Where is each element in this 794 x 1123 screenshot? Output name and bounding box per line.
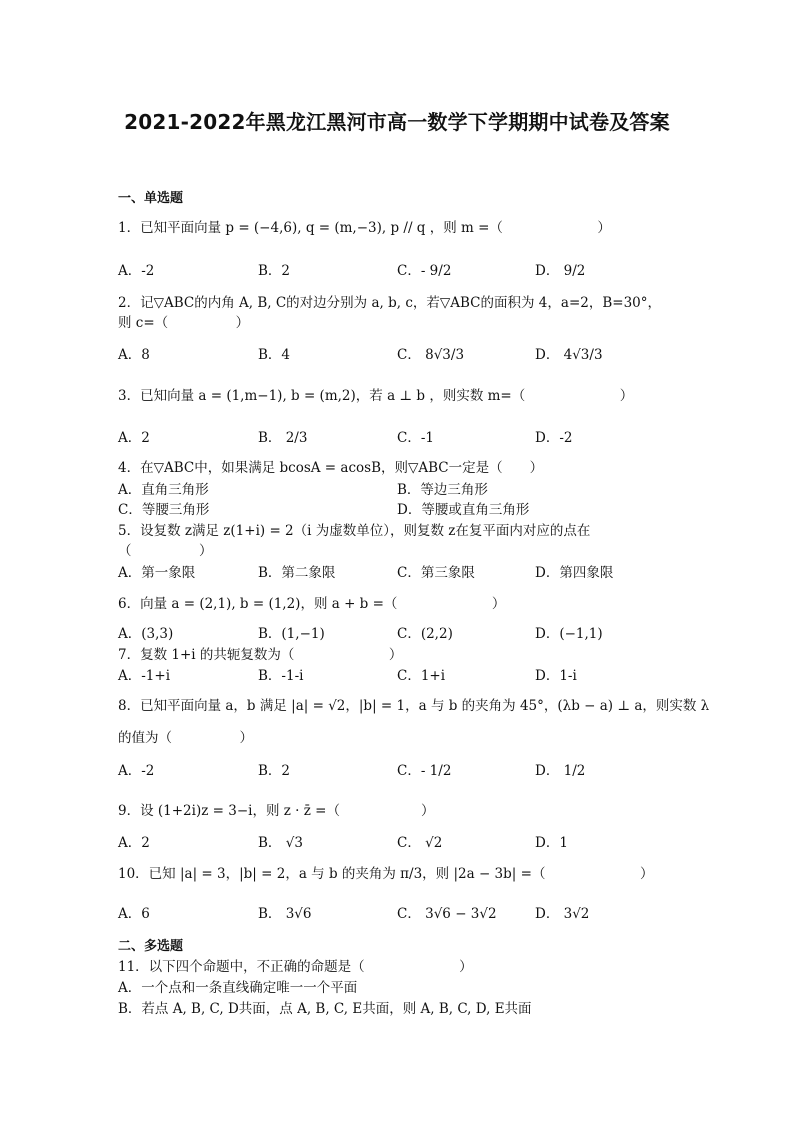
question-2-stem: 2．记▽ABC的内角 A, B, C的对边分别为 a, b, c，若▽ABC的面积为 4，a=2，B=30°， xyxy=(118,295,662,311)
section-multiple-choice: 二、多选题 xyxy=(118,939,184,954)
question-9-option-a: A．2 xyxy=(118,835,150,851)
question-10-option-c: C． 3√6 − 3√2 xyxy=(397,906,497,922)
question-3-option-d: D．-2 xyxy=(535,430,573,446)
question-10-option-b: B． 3√6 xyxy=(258,906,312,922)
question-10-option-d: D． 3√2 xyxy=(535,906,590,922)
question-8-stem: 8．已知平面向量 a，b 满足 |a| = √2，|b| = 1，a 与 b 的夹角为 45°，(λb − a) ⊥ a，则实数 λ xyxy=(118,698,710,714)
question-1-option-b: B．2 xyxy=(258,263,291,279)
question-9-stem: 9．设 (1+2i)z = 3−i，则 z · z̄ =（ ） xyxy=(118,803,435,819)
question-6-stem: 6．向量 a = (2,1), b = (1,2)，则 a + b =（ ） xyxy=(118,596,506,612)
question-5-option-b: B．第二象限 xyxy=(258,565,336,581)
question-7-option-d: D．1-i xyxy=(535,668,577,684)
question-9-option-d: D．1 xyxy=(535,835,568,851)
question-7-stem: 7．复数 1+i 的共轭复数为（ ） xyxy=(118,647,403,663)
question-9-option-b: B． √3 xyxy=(258,835,303,851)
question-4-option-d: D．等腰或直角三角形 xyxy=(397,502,530,518)
question-2-option-b: B．4 xyxy=(258,347,291,363)
question-11-option-a: A．一个点和一条直线确定唯一一个平面 xyxy=(118,980,358,996)
question-11-option-b: B．若点 A, B, C, D共面，点 A, B, C, E共面，则 A, B, C, D, E共面 xyxy=(118,1001,532,1017)
question-2-option-c: C． 8√3/3 xyxy=(397,347,465,363)
question-4-stem: 4．在▽ABC中，如果满足 bcosA = acosB，则▽ABC一定是（ ） xyxy=(118,460,544,476)
question-11-stem: 11．以下四个命题中，不正确的命题是（ ） xyxy=(118,959,473,975)
question-5-option-d: D．第四象限 xyxy=(535,565,614,581)
question-8-option-b: B．2 xyxy=(258,763,291,779)
question-8-stem-cont: 的值为（ ） xyxy=(118,730,253,746)
question-5-option-a: A．第一象限 xyxy=(118,565,196,581)
question-2-option-a: A．8 xyxy=(118,347,150,363)
question-3-option-a: A．2 xyxy=(118,430,150,446)
page-title: 2021-2022年黑龙江黑河市高一数学下学期期中试卷及答案 xyxy=(124,110,670,134)
question-8-option-d: D． 1/2 xyxy=(535,763,586,779)
question-7-option-b: B．-1-i xyxy=(258,668,304,684)
question-1-option-a: A．-2 xyxy=(118,263,155,279)
question-1-stem: 1．已知平面向量 p = (−4,6), q = (m,−3), p // q ，则 m =（ ） xyxy=(118,220,611,236)
question-3-stem: 3．已知向量 a = (1,m−1), b = (m,2)，若 a ⊥ b ，则实数 m=（ ） xyxy=(118,388,634,404)
question-7-option-a: A．-1+i xyxy=(118,668,171,684)
section-single-choice: 一、单选题 xyxy=(118,191,184,206)
question-1-option-d: D． 9/2 xyxy=(535,263,586,279)
question-8-option-c: C．- 1/2 xyxy=(397,763,452,779)
question-5-option-c: C．第三象限 xyxy=(397,565,475,581)
question-8-option-a: A．-2 xyxy=(118,763,155,779)
question-2-option-d: D． 4√3/3 xyxy=(535,347,603,363)
question-4-option-b: B．等边三角形 xyxy=(397,482,488,498)
question-5-stem: 5．设复数 z满足 z(1+i) = 2（i 为虚数单位），则复数 z在复平面内对应的点在 xyxy=(118,523,591,539)
question-4-option-c: C．等腰三角形 xyxy=(118,502,210,518)
question-6-option-c: C．(2,2) xyxy=(397,626,453,642)
question-2-stem-cont: 则 c=（ ） xyxy=(118,315,250,331)
question-10-stem: 10．已知 |a| = 3，|b| = 2，a 与 b 的夹角为 π/3，则 |2a − 3b| =（ ） xyxy=(118,866,654,882)
question-7-option-c: C．1+i xyxy=(397,668,446,684)
question-3-option-c: C．-1 xyxy=(397,430,434,446)
question-6-option-a: A．(3,3) xyxy=(118,626,174,642)
question-3-option-b: B． 2/3 xyxy=(258,430,308,446)
question-1-option-c: C．- 9/2 xyxy=(397,263,452,279)
question-4-option-a: A．直角三角形 xyxy=(118,482,209,498)
question-6-option-d: D．(−1,1) xyxy=(535,626,603,642)
question-5-stem-cont: （ ） xyxy=(118,543,213,559)
question-6-option-b: B．(1,−1) xyxy=(258,626,325,642)
question-9-option-c: C． √2 xyxy=(397,835,443,851)
question-10-option-a: A．6 xyxy=(118,906,150,922)
